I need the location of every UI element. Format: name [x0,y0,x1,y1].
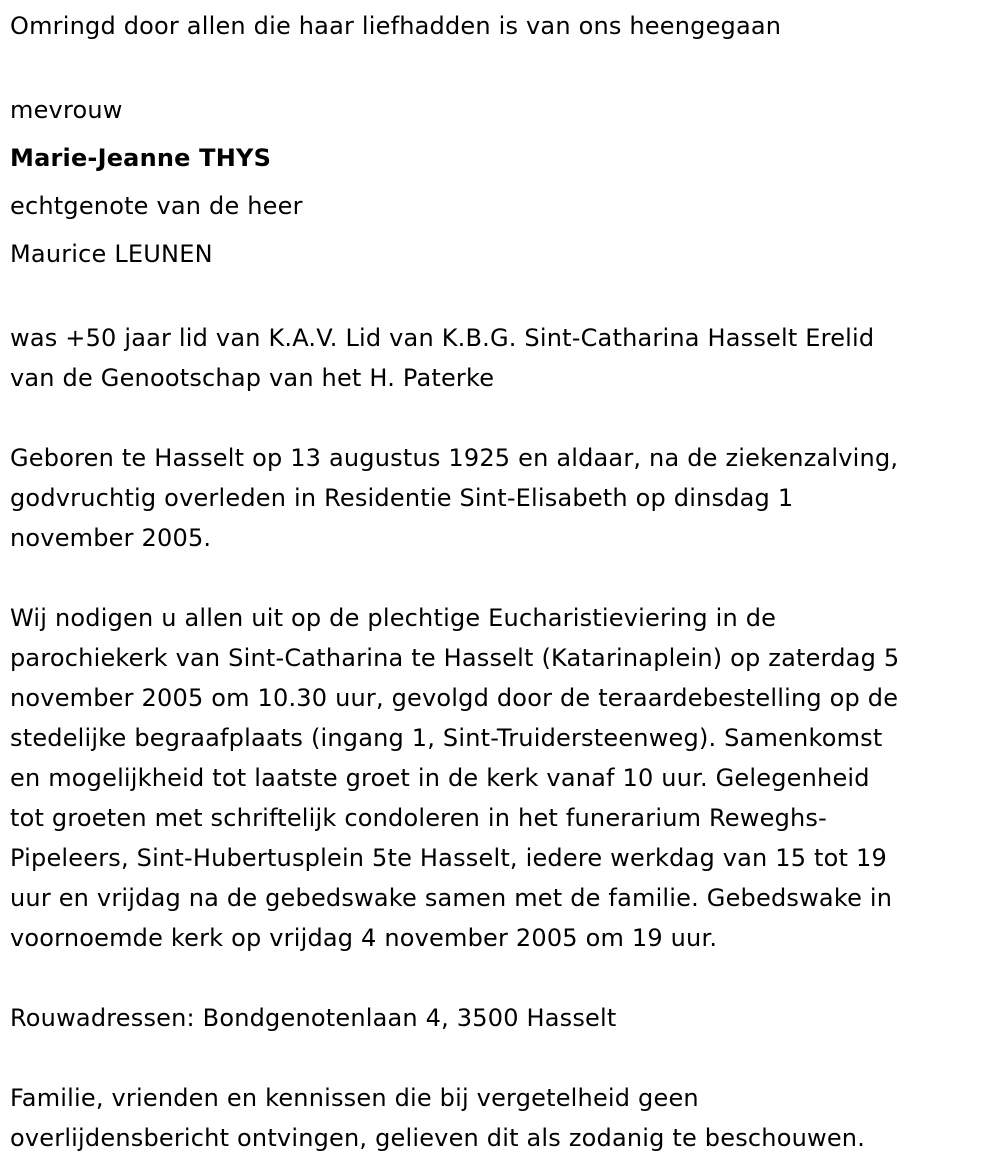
deceased-name: Marie-Jeanne THYS [10,144,272,172]
invitation-line: en mogelijkheid tot laatste groet in de kerk vanaf 10 uur. Gelegenheid [10,764,870,792]
invitation-line: voornoemde kerk op vrijdag 4 november 2005 om 19 uur. [10,924,718,952]
spacer [10,46,995,86]
condolence-address: Rouwadressen: Bondgenotenlaan 4, 3500 Hasselt [10,1004,617,1032]
obituary-notice [10,6,995,1158]
invitation-paragraph [10,598,995,958]
salutation: mevrouw [10,96,123,124]
memberships-line: van de Genootschap van het H. Paterke [10,364,495,392]
invitation-line: Pipeleers, Sint-Hubertusplein 5te Hasselt, iedere werkdag van 15 tot 19 [10,844,887,872]
intro-text: Omringd door allen die haar liefhadden is van ons heengegaan [10,12,782,40]
memberships-paragraph [10,318,995,398]
birth-death-paragraph [10,438,995,558]
birth-death-line: Geboren te Hasselt op 13 augustus 1925 en aldaar, na de ziekenzalving, [10,444,899,472]
invitation-line: november 2005 om 10.30 uur, gevolgd door de teraardebestelling op de [10,684,899,712]
closing-line: overlijdensbericht ontvingen, gelieven dit als zodanig te beschouwen. [10,1124,866,1152]
invitation-line: parochiekerk van Sint-Catharina te Hasselt (Katarinaplein) op zaterdag 5 [10,644,900,672]
invitation-line: stedelijke begraafplaats (ingang 1, Sint-Truidersteenweg). Samenkomst [10,724,883,752]
spouse-relation: echtgenote van de heer [10,192,303,220]
invitation-line: tot groeten met schriftelijk condoleren in het funerarium Reweghs- [10,804,827,832]
closing-paragraph [10,1078,995,1158]
memberships-line: was +50 jaar lid van K.A.V. Lid van K.B.G. Sint-Catharina Hasselt Erelid [10,324,875,352]
spacer [10,278,995,318]
spouse-name: Maurice LEUNEN [10,240,213,268]
spacer [10,1038,995,1078]
closing-line: Familie, vrienden en kennissen die bij vergetelheid geen [10,1084,699,1112]
invitation-line: Wij nodigen u allen uit op de plechtige Eucharistieviering in de [10,604,777,632]
spacer [10,558,995,598]
invitation-line: uur en vrijdag na de gebedswake samen met de familie. Gebedswake in [10,884,893,912]
birth-death-line: godvruchtig overleden in Residentie Sint-Elisabeth op dinsdag 1 [10,484,794,512]
spacer [10,958,995,998]
spacer [10,398,995,438]
birth-death-line: november 2005. [10,524,212,552]
